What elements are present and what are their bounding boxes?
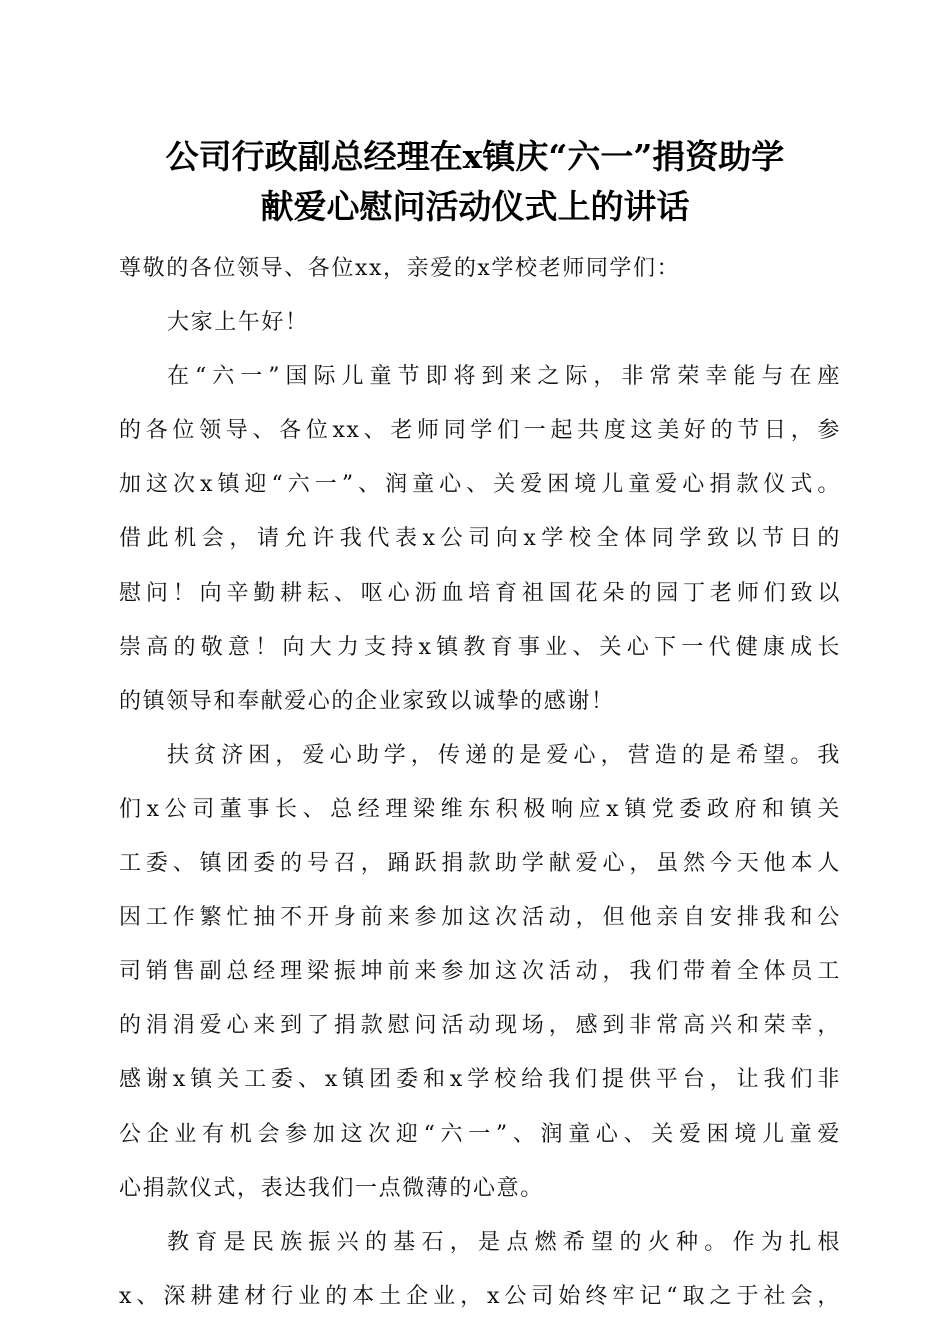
body-line: 借此机会，请允许我代表x公司向x学校全体同学致以节日的 <box>119 526 841 552</box>
body-line: 公企业有机会参加这次迎“六一”、润童心、关爱困境儿童爱 <box>119 1121 841 1147</box>
body-line: 因工作繁忙抽不开身前来参加这次活动，但他亲自安排我和公 <box>119 905 841 931</box>
body-line: 们x公司董事长、总经理梁维东积极响应x镇党委政府和镇关 <box>119 796 841 822</box>
body-line: 在“六一”国际儿童节即将到来之际，非常荣幸能与在座 <box>167 364 841 390</box>
body-line: 感谢x镇关工委、x镇团委和x学校给我们提供平台，让我们非 <box>119 1067 841 1093</box>
body-line: 的各位领导、各位xx、老师同学们一起共度这美好的节日，参 <box>119 418 841 444</box>
body-line: 教育是民族振兴的基石，是点燃希望的火种。作为扎根 <box>167 1229 841 1255</box>
body-line: 心捐款仪式，表达我们一点微薄的心意。 <box>119 1175 544 1201</box>
body-line: 扶贫济困，爱心助学，传递的是爱心，营造的是希望。我 <box>167 742 841 768</box>
body-line: 崇高的敬意！向大力支持x镇教育事业、关心下一代健康成长 <box>119 634 841 660</box>
body-line: 司销售副总经理梁振坤前来参加这次活动，我们带着全体员工 <box>119 959 841 985</box>
salutation-line: 尊敬的各位领导、各位xx，亲爱的x学校老师同学们： <box>119 256 681 281</box>
body-line: 慰问！向辛勤耕耘、呕心沥血培育祖国花朵的园丁老师们致以 <box>119 580 841 606</box>
body-line: 工委、镇团委的号召，踊跃捐款助学献爱心，虽然今天他本人 <box>119 851 841 877</box>
body-line: 加这次x镇迎“六一”、润童心、关爱困境儿童爱心捐款仪式。 <box>119 472 841 498</box>
body-line: x、深耕建材行业的本土企业，x公司始终牢记“取之于社会， <box>119 1283 841 1309</box>
document-title-line-1: 公司行政副总经理在x镇庆“六一”捐资助学 <box>165 137 785 176</box>
body-line: 的镇领导和奉献爱心的企业家致以诚挚的感谢！ <box>119 688 615 714</box>
greeting-line: 大家上午好！ <box>167 310 309 336</box>
document-body <box>119 249 841 1331</box>
document-title-line-2: 献爱心慰问活动仪式上的讲话 <box>260 187 690 226</box>
body-line: 的涓涓爱心来到了捐款慰问活动现场，感到非常高兴和荣幸， <box>119 1013 841 1039</box>
